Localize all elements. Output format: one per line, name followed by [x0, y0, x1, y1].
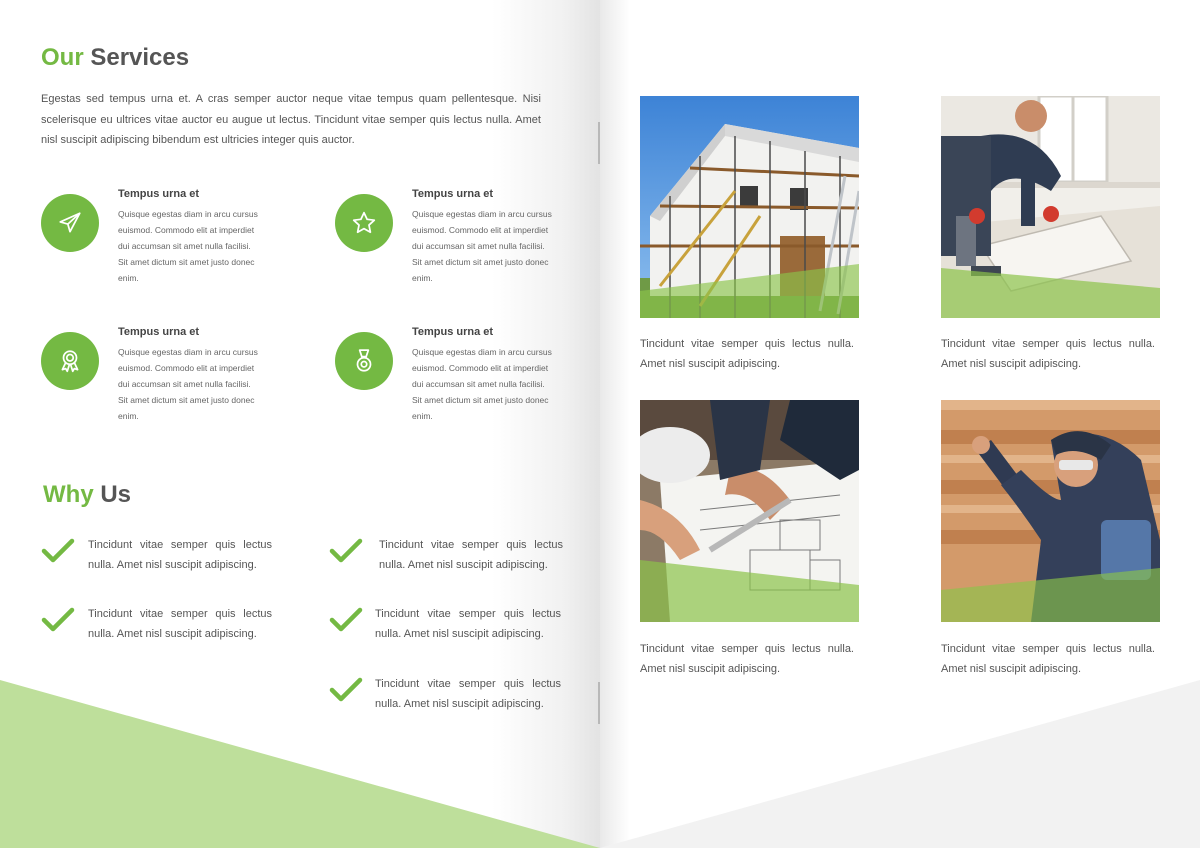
why-us-text: Tincidunt vitae semper quis lectus nulla. Amet nisl suscipit adipiscing.: [375, 608, 561, 640]
why-us-text: Tincidunt vitae semper quis lectus nulla. Amet nisl suscipit adipiscing.: [379, 539, 563, 571]
services-heading-rest: Services: [90, 44, 190, 71]
tile-worker-image: [941, 96, 1160, 318]
why-us-item: [41, 607, 281, 651]
service-item: [41, 188, 291, 308]
service-text: Quisque egestas diam in arcu cursus euismod. Commodo elit at imperdiet dui accumsan sit amet nulla facilisi. Sit amet dictum sit amet justo donec enim.: [412, 347, 552, 421]
photo-caption: Tincidunt vitae semper quis lectus nulla. Amet nisl suscipit adipiscing.: [640, 643, 854, 675]
photo-caption: Tincidunt vitae semper quis lectus nulla. Amet nisl suscipit adipiscing.: [941, 643, 1155, 675]
why-us-heading-rest: Us: [100, 481, 132, 508]
why-us-item: [329, 538, 569, 582]
checkmark-icon: [329, 538, 363, 564]
award-ribbon-icon: [57, 348, 83, 374]
checkmark-icon: [41, 538, 75, 564]
ceiling-worker-image: [941, 400, 1160, 622]
photo-caption: Tincidunt vitae semper quis lectus nulla. Amet nisl suscipit adipiscing.: [640, 338, 854, 370]
service-title: Tempus urna et: [412, 188, 494, 200]
photo-blueprint: [640, 400, 859, 622]
photo-tile-worker: [941, 96, 1160, 318]
star-icon: [351, 210, 377, 236]
checkmark-icon: [329, 607, 363, 633]
services-heading-accent: Our: [41, 44, 84, 71]
why-us-text: Tincidunt vitae semper quis lectus nulla. Amet nisl suscipit adipiscing.: [88, 539, 272, 571]
service-text: Quisque egestas diam in arcu cursus euismod. Commodo elit at imperdiet dui accumsan sit amet nulla facilisi. Sit amet dictum sit amet justo donec enim.: [118, 209, 258, 283]
service-icon-circle: [335, 332, 393, 390]
photo-ceiling-worker: [941, 400, 1160, 622]
service-title: Tempus urna et: [118, 188, 200, 200]
why-us-heading: [43, 481, 131, 509]
service-icon-circle: [41, 332, 99, 390]
why-us-item: [329, 607, 569, 651]
photo-house-construction: [640, 96, 859, 318]
service-icon-circle: [41, 194, 99, 252]
grey-corner-shape: [600, 680, 1200, 848]
paper-plane-icon: [57, 210, 83, 236]
spine-mark-bottom: [598, 682, 600, 724]
service-icon-circle: [335, 194, 393, 252]
medal-icon: [351, 348, 377, 374]
why-us-heading-accent: Why: [43, 481, 94, 508]
service-text: Quisque egestas diam in arcu cursus euismod. Commodo elit at imperdiet dui accumsan sit amet nulla facilisi. Sit amet dictum sit amet justo donec enim.: [118, 347, 258, 421]
services-heading: [41, 44, 189, 72]
spine-mark-top: [598, 122, 600, 164]
service-item: [41, 326, 291, 446]
service-item: [335, 326, 585, 446]
why-us-text: Tincidunt vitae semper quis lectus nulla. Amet nisl suscipit adipiscing.: [88, 608, 272, 640]
house-construction-image: [640, 96, 859, 318]
services-intro: Egestas sed tempus urna et. A cras semper auctor neque vitae tempus quam pellentesque. Nisi scelerisque eu ultrices vitae auctor eu augue ut lectus. Tincidunt vitae semper quis lectus nulla. Amet nisl suscipit adipiscing bibendum est ultricies integer quis auctor.: [41, 93, 541, 146]
service-title: Tempus urna et: [118, 326, 200, 338]
photo-caption: Tincidunt vitae semper quis lectus nulla. Amet nisl suscipit adipiscing.: [941, 338, 1155, 370]
checkmark-icon: [329, 677, 363, 703]
why-us-text: Tincidunt vitae semper quis lectus nulla. Amet nisl suscipit adipiscing.: [375, 678, 561, 710]
why-us-item: [41, 538, 281, 582]
service-text: Quisque egestas diam in arcu cursus euismod. Commodo elit at imperdiet dui accumsan sit amet nulla facilisi. Sit amet dictum sit amet justo donec enim.: [412, 209, 552, 283]
checkmark-icon: [41, 607, 75, 633]
blueprint-image: [640, 400, 859, 622]
why-us-item: [329, 677, 569, 721]
service-item: [335, 188, 585, 308]
service-title: Tempus urna et: [412, 326, 494, 338]
